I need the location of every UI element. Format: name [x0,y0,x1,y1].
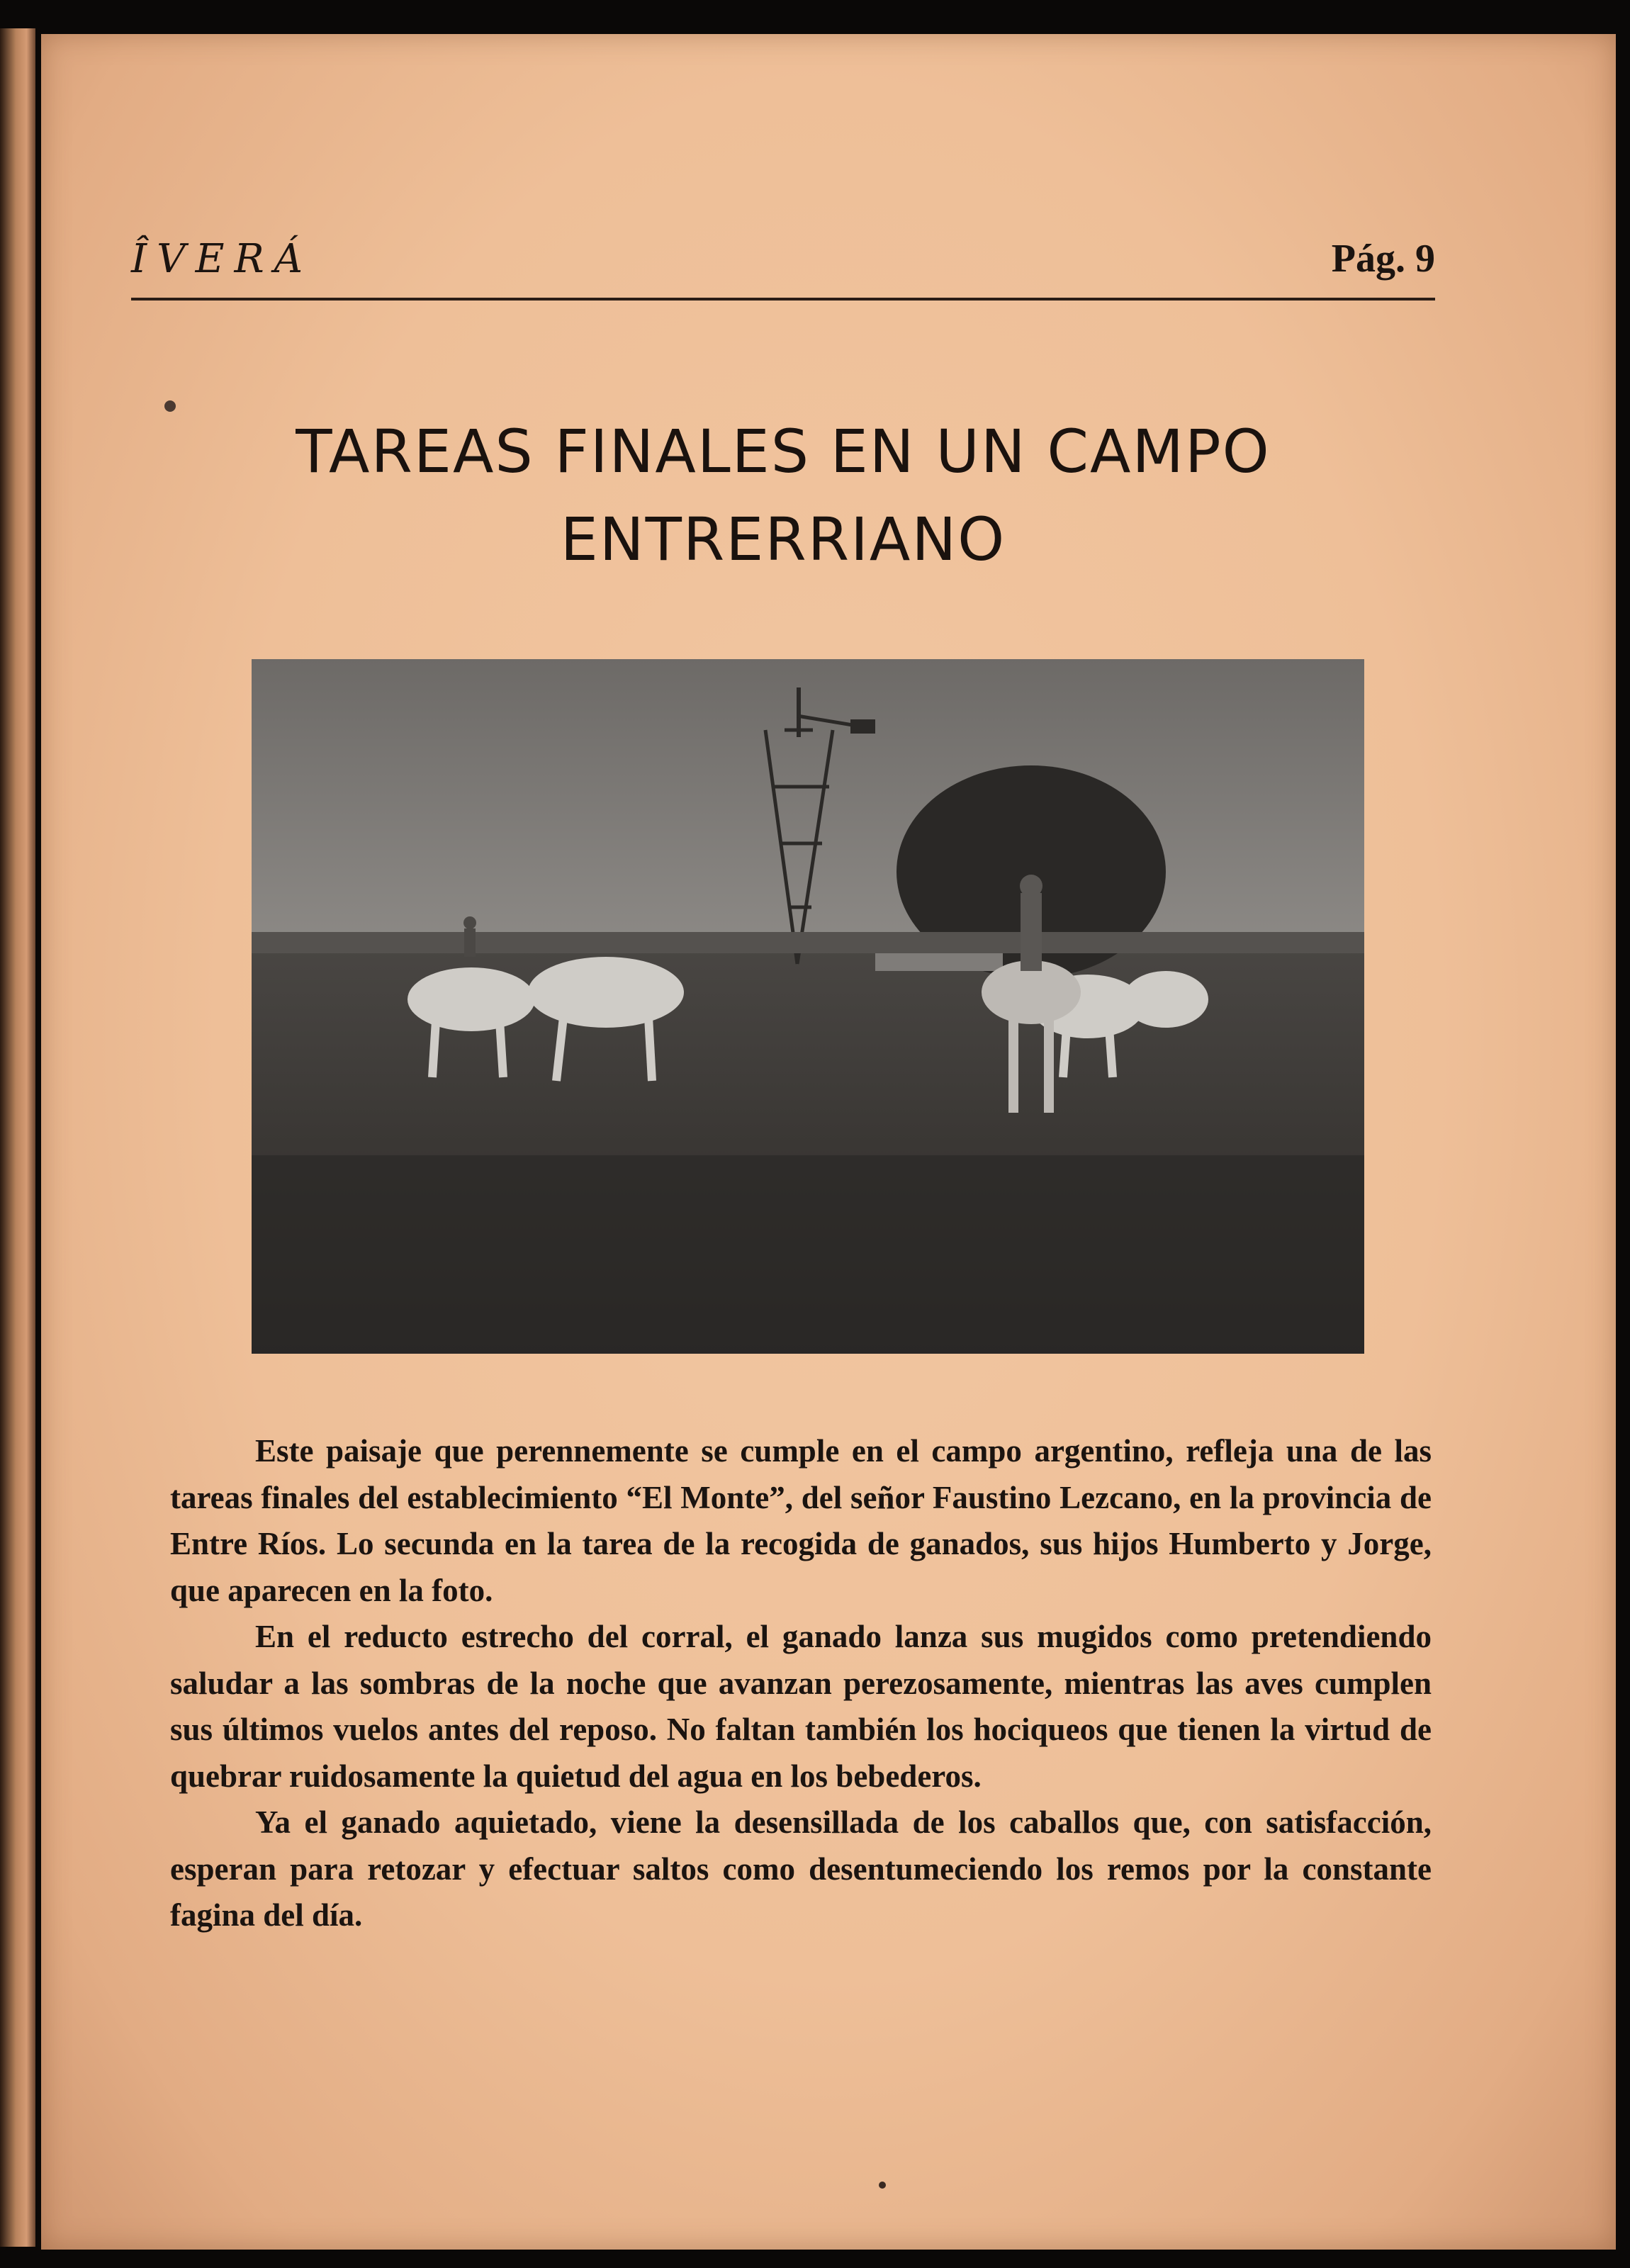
page-number: Pág. 9 [1331,237,1435,281]
journal-title: ÎVERÁ [131,236,313,282]
left-page-edge [0,28,35,2247]
article-paragraph: En el reducto estrecho del corral, el ganado lanza sus mugidos como pretendiendo saludar a las sombras de la noche que avanzan perezosamente, mientras las aves cumplen sus últimos vuelos antes del reposo. No faltan también los hociqueos que tienen la virtud de quebrar ruidosamente la quietud del agua en los bebederos. [170,1619,1432,1794]
article-body [170,1428,1432,1939]
article-paragraph: Ya el ganado aquietado, viene la desensillada de los caballos que, con satisfacción, esperan para retozar y efectuar saltos como desentumeciendo los remos por la constante fagina del día. [170,1804,1432,1933]
article-headline: TAREAS FINALES EN UN CAMPO ENTRERRIANO [296,417,1271,574]
article-paragraph: Este paisaje que perennemente se cumple en el campo argentino, refleja una de las tareas finales del establecimiento “El Monte”, del señor Faustino Lezcano, en la provincia de Entre Ríos. Lo secunda en la tarea de la recogida de ganados, sus hijos Humberto y Jorge, que aparecen en la foto. [170,1433,1432,1608]
ranch-photo-illustration [252,659,1364,1354]
ranch-photo [252,659,1364,1354]
ink-speck [879,2182,886,2189]
header-rule [131,298,1435,301]
running-header [131,209,1435,301]
